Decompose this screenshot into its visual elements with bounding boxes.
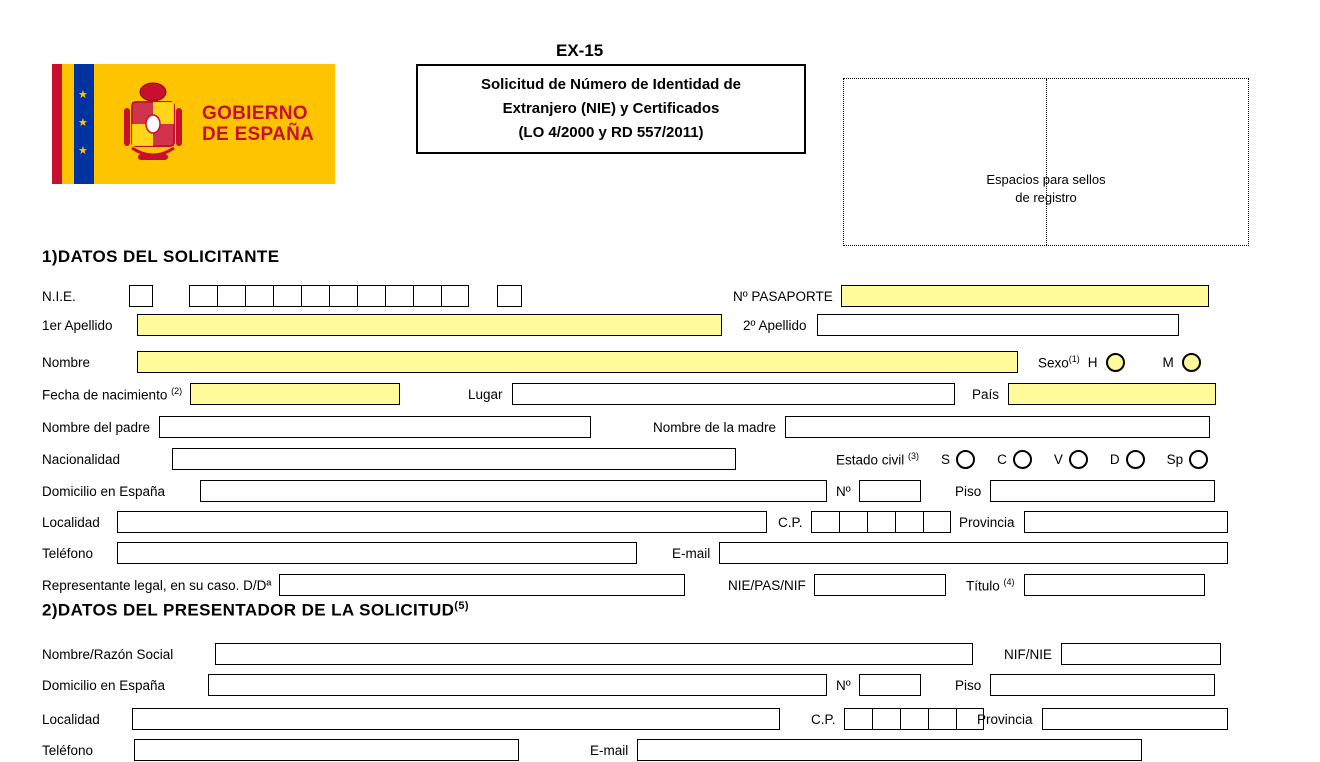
presenter-province-label: Provincia: [977, 711, 1033, 727]
row-nie: [42, 284, 522, 308]
presenter-province-input[interactable]: [1042, 708, 1228, 730]
sex-m-radio[interactable]: [1182, 353, 1201, 372]
presenter-number-input[interactable]: [859, 674, 921, 696]
nie-digit-cell[interactable]: [245, 285, 273, 307]
row-marital-status: [836, 447, 1208, 471]
marital-option-sp-label: Sp: [1166, 451, 1184, 467]
row-locality: [42, 510, 767, 534]
row-sex: [1038, 350, 1201, 374]
presenter-email-label: E-mail: [590, 742, 629, 758]
country-input[interactable]: [1008, 383, 1216, 405]
nie-prefix-box[interactable]: [129, 285, 154, 307]
passport-label: Nº PASAPORTE: [733, 288, 833, 304]
marital-option-v-label: V: [1053, 451, 1063, 467]
nationality-input[interactable]: [172, 448, 736, 470]
locality-label: Localidad: [42, 514, 100, 530]
row-father: [42, 415, 591, 439]
row-presenter-phone: [42, 738, 519, 762]
presenter-cp-digit-cell[interactable]: [844, 708, 872, 730]
cp-digit-cell[interactable]: [895, 511, 923, 533]
father-input[interactable]: [159, 416, 591, 438]
row-rep-title: [966, 573, 1205, 597]
floor-label: Piso: [955, 483, 982, 499]
cp-digit-cell[interactable]: [811, 511, 839, 533]
email-label: E-mail: [672, 545, 711, 561]
row-surname2: [743, 313, 1179, 337]
row-presenter-floor: [955, 673, 1215, 697]
nie-digit-cell[interactable]: [357, 285, 385, 307]
row-presenter-email: [590, 738, 1142, 762]
eu-stars-band: ★ ★ ★: [52, 64, 94, 184]
presenter-phone-label: Teléfono: [42, 742, 94, 758]
presenter-locality-input[interactable]: [132, 708, 780, 730]
stamp-box-text: [844, 171, 1248, 207]
nie-digit-cell[interactable]: [329, 285, 357, 307]
nie-digit-cell[interactable]: [301, 285, 329, 307]
row-birthplace: [468, 382, 955, 406]
presenter-name-input[interactable]: [215, 643, 973, 665]
presenter-email-input[interactable]: [637, 739, 1142, 761]
form-title-line-3: (LO 4/2000 y RD 557/2011): [518, 124, 704, 141]
place-label: Lugar: [468, 386, 503, 402]
logo-line-2: DE ESPAÑA: [202, 124, 315, 145]
presenter-cp-label: C.P.: [811, 711, 836, 727]
row-presenter-address: [42, 673, 827, 697]
sex-m-label: M: [1162, 354, 1174, 370]
marital-note: (3): [908, 450, 920, 461]
presenter-nif-label: NIF/NIE: [1004, 646, 1053, 662]
marital-option-s[interactable]: [941, 450, 975, 469]
province-label: Provincia: [959, 514, 1015, 530]
row-postal-code: [778, 510, 951, 534]
presenter-phone-input[interactable]: [134, 739, 519, 761]
row-birthdate: [42, 382, 400, 406]
surname2-input[interactable]: [817, 314, 1179, 336]
birthdate-note: (2): [171, 385, 183, 396]
stamp-line-2: de registro: [1015, 190, 1077, 205]
row-presenter-locality: [42, 707, 780, 731]
number-label: Nº: [836, 483, 851, 499]
row-country: [972, 382, 1216, 406]
surname1-label: 1er Apellido: [42, 317, 113, 333]
address-number-input[interactable]: [859, 480, 921, 502]
marital-sp-radio[interactable]: [1189, 450, 1208, 469]
presenter-cp-digit-cell[interactable]: [900, 708, 928, 730]
birthdate-label: [42, 386, 182, 403]
rep-id-input[interactable]: [814, 574, 946, 596]
nie-digit-cell[interactable]: [217, 285, 245, 307]
marital-d-radio[interactable]: [1126, 450, 1145, 469]
row-presenter-nif: [1004, 642, 1221, 666]
rep-id-label: NIE/PAS/NIF: [728, 577, 806, 593]
spain-flag-logo: [52, 64, 335, 184]
cp-digit-cell[interactable]: [867, 511, 895, 533]
form-title-line-2: Extranjero (NIE) y Certificados: [502, 100, 720, 117]
sex-note: (1): [1068, 353, 1080, 364]
marital-option-d[interactable]: [1110, 450, 1145, 469]
birthdate-input[interactable]: [190, 383, 400, 405]
rep-label: Representante legal, en su caso. D/Dª: [42, 577, 272, 593]
name-label: Nombre: [42, 354, 91, 370]
nie-digit-cell[interactable]: [385, 285, 413, 307]
surname2-label: 2º Apellido: [743, 317, 807, 333]
cp-boxes[interactable]: [811, 511, 951, 533]
sex-label-text: Sexo: [1038, 355, 1069, 371]
row-passport: [733, 284, 1209, 308]
section-2-title-note: (5): [454, 600, 469, 612]
row-surname1: [42, 313, 722, 337]
presenter-address-label: Domicilio en España: [42, 677, 166, 693]
locality-input[interactable]: [117, 511, 767, 533]
presenter-nif-input[interactable]: [1061, 643, 1221, 665]
row-province: [959, 510, 1228, 534]
marital-option-v[interactable]: [1054, 450, 1088, 469]
address-input[interactable]: [200, 480, 827, 502]
presenter-floor-input[interactable]: [990, 674, 1215, 696]
phone-label: Teléfono: [42, 545, 94, 561]
stamp-box-divider: [1046, 79, 1047, 245]
address-label: Domicilio en España: [42, 483, 166, 499]
email-input[interactable]: [719, 542, 1228, 564]
rep-title-label-text: Título: [966, 578, 1000, 594]
rep-name-input[interactable]: [279, 574, 685, 596]
stamp-line-1: Espacios para sellos: [986, 172, 1106, 187]
presenter-cp-digit-cell[interactable]: [928, 708, 956, 730]
father-label: Nombre del padre: [42, 419, 151, 435]
row-address: [42, 479, 827, 503]
row-presenter-cp: [811, 707, 984, 731]
presenter-floor-label: Piso: [955, 677, 982, 693]
mother-label: Nombre de la madre: [653, 419, 777, 435]
nie-check-letter-box[interactable]: [497, 285, 522, 307]
province-input[interactable]: [1024, 511, 1228, 533]
marital-option-s-label: S: [941, 451, 951, 467]
surname1-input[interactable]: [137, 314, 722, 336]
marital-c-radio[interactable]: [1013, 450, 1032, 469]
form-code: EX-15: [556, 41, 604, 60]
presenter-locality-label: Localidad: [42, 711, 100, 727]
nie-digits-boxes[interactable]: [189, 285, 469, 307]
row-nationality: [42, 447, 736, 471]
marital-option-c[interactable]: [997, 450, 1032, 469]
form-title-box: [416, 64, 806, 154]
row-phone: [42, 541, 637, 565]
coat-of-arms-icon: [118, 78, 188, 170]
form-title-line-1: Solicitud de Número de Identidad de: [480, 76, 742, 93]
marital-label: [836, 451, 919, 468]
rep-title-input[interactable]: [1024, 574, 1205, 596]
row-presenter-province: [977, 707, 1228, 731]
cp-label: C.P.: [778, 514, 803, 530]
form-header: [0, 28, 1320, 228]
nationality-label: Nacionalidad: [42, 451, 121, 467]
marital-option-c-label: C: [997, 451, 1007, 467]
place-input[interactable]: [512, 383, 955, 405]
birthdate-label-text: Fecha de nacimiento: [42, 387, 168, 403]
section-2-title-text: 2)DATOS DEL PRESENTADOR DE LA SOLICITUD: [42, 600, 455, 620]
marital-s-radio[interactable]: [956, 450, 975, 469]
rep-title-label: [966, 577, 1015, 594]
row-name: [42, 350, 1018, 374]
passport-input[interactable]: [841, 285, 1209, 307]
nie-digit-cell[interactable]: [189, 285, 217, 307]
row-presenter-name: [42, 642, 973, 666]
registry-stamp-box: [843, 78, 1249, 246]
row-email: [672, 541, 1228, 565]
logo-line-1: GOBIERNO: [202, 103, 308, 124]
sex-label: [1038, 354, 1080, 371]
marital-option-sp[interactable]: [1167, 450, 1209, 469]
rep-title-note: (4): [1003, 576, 1015, 587]
government-logo-text: [202, 103, 314, 145]
cp-digit-cell[interactable]: [923, 511, 951, 533]
phone-input[interactable]: [117, 542, 637, 564]
row-rep-id: [728, 573, 946, 597]
sex-h-label: H: [1087, 354, 1098, 370]
row-legal-representative: [42, 573, 685, 597]
nie-digit-cell[interactable]: [441, 285, 469, 307]
row-mother: [653, 415, 1210, 439]
cp-digit-cell[interactable]: [839, 511, 867, 533]
sex-h-radio[interactable]: [1106, 353, 1125, 372]
row-address-number: [836, 479, 921, 503]
country-label: País: [972, 386, 1000, 402]
section-2-title: [42, 600, 469, 621]
nie-digit-cell[interactable]: [273, 285, 301, 307]
presenter-cp-digit-cell[interactable]: [872, 708, 900, 730]
presenter-cp-boxes[interactable]: [844, 708, 984, 730]
nie-label: N.I.E.: [42, 288, 76, 304]
marital-label-text: Estado civil: [836, 452, 905, 468]
row-presenter-number: [836, 673, 921, 697]
row-floor: [955, 479, 1215, 503]
nie-digit-cell[interactable]: [413, 285, 441, 307]
presenter-number-label: Nº: [836, 677, 851, 693]
marital-option-d-label: D: [1109, 451, 1120, 467]
mother-input[interactable]: [785, 416, 1210, 438]
presenter-name-label: Nombre/Razón Social: [42, 646, 174, 662]
floor-input[interactable]: [990, 480, 1215, 502]
section-1-title: 1)DATOS DEL SOLICITANTE: [42, 247, 280, 266]
marital-v-radio[interactable]: [1069, 450, 1088, 469]
presenter-address-input[interactable]: [208, 674, 827, 696]
name-input[interactable]: [137, 351, 1018, 373]
